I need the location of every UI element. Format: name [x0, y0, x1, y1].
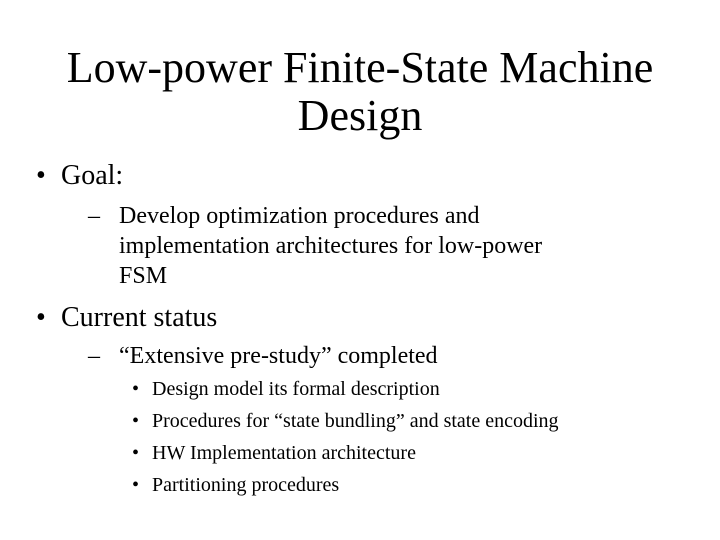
subpoint-status-text: “Extensive pre-study” completed: [119, 343, 438, 369]
slide-title: [0, 44, 720, 140]
subpoint-goal: [88, 201, 542, 291]
list-item-text: Partitioning procedures: [152, 474, 340, 496]
list-item-text: Procedures for “state bundling” and state encoding: [152, 410, 559, 432]
bullet-marker: •: [132, 474, 140, 496]
subpoint-status: [88, 341, 438, 371]
slide-title-line-1: Low-power Finite-State Machine: [66, 43, 654, 92]
bullet-marker: •: [36, 160, 46, 191]
bullet-goal: [32, 160, 123, 192]
subpoint-goal-line-3: FSM: [119, 263, 168, 289]
list-item: [132, 469, 339, 501]
bullet-marker: •: [132, 378, 140, 400]
list-item: [132, 373, 440, 405]
bullet-goal-label: Goal:: [61, 160, 124, 191]
subpoint-goal-line-1: Develop optimization procedures and: [119, 203, 480, 229]
bullet-current-status: [32, 302, 217, 334]
list-item-text: HW Implementation architecture: [152, 442, 416, 464]
dash-marker: –: [88, 203, 100, 229]
list-item: [132, 437, 416, 469]
list-item: [132, 405, 559, 437]
dash-marker: –: [88, 343, 100, 369]
bullet-marker: •: [132, 442, 140, 464]
bullet-marker: •: [132, 410, 140, 432]
subpoint-goal-text: [119, 201, 542, 291]
list-item-text: Design model its formal description: [152, 378, 440, 400]
subpoint-goal-line-2: implementation architectures for low-power: [119, 233, 543, 259]
bullet-current-status-label: Current status: [61, 302, 218, 333]
bullet-marker: •: [36, 302, 46, 333]
slide-title-line-2: Design: [297, 91, 423, 140]
